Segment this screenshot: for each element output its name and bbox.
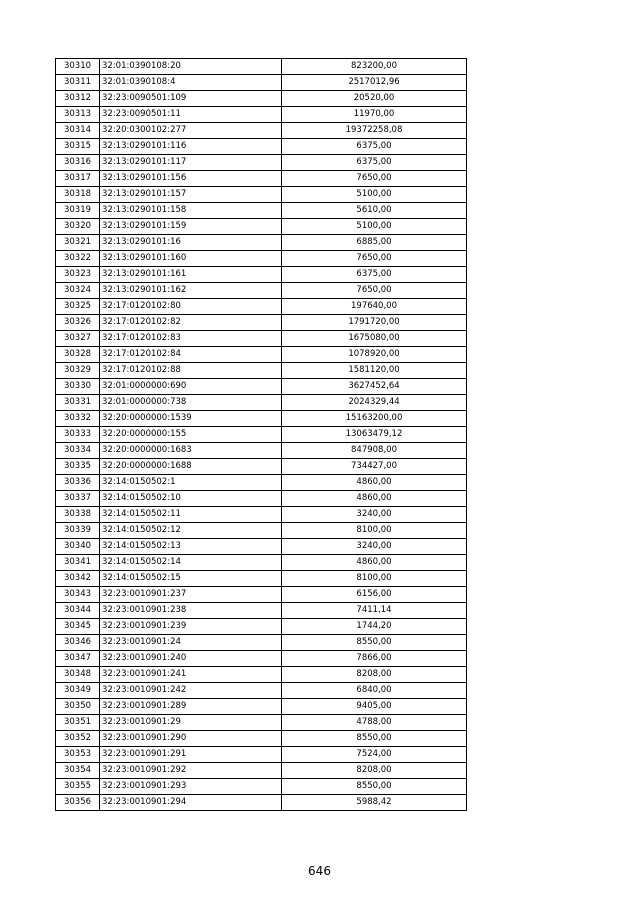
table-row	[56, 715, 467, 731]
row-number-cell: 30338	[56, 507, 100, 523]
cadastral-number-cell: 32:13:0290101:161	[100, 267, 282, 283]
value-cell: 3240,00	[282, 507, 467, 523]
cadastral-number-cell: 32:17:0120102:88	[100, 363, 282, 379]
page-number: 646	[308, 864, 331, 878]
cadastral-number-cell: 32:23:0010901:241	[100, 667, 282, 683]
table-row	[56, 443, 467, 459]
table-row	[56, 251, 467, 267]
value-cell: 5100,00	[282, 187, 467, 203]
cadastral-number-cell: 32:23:0010901:240	[100, 651, 282, 667]
cadastral-number-cell: 32:13:0290101:16	[100, 235, 282, 251]
row-number-cell: 30318	[56, 187, 100, 203]
table-row	[56, 363, 467, 379]
cadastral-number-cell: 32:23:0090501:11	[100, 107, 282, 123]
table-row	[56, 427, 467, 443]
table-row	[56, 763, 467, 779]
value-cell: 13063479,12	[282, 427, 467, 443]
table-body	[56, 59, 467, 811]
table-row	[56, 91, 467, 107]
table-row	[56, 299, 467, 315]
value-cell: 11970,00	[282, 107, 467, 123]
row-number-cell: 30355	[56, 779, 100, 795]
cadastral-number-cell: 32:13:0290101:157	[100, 187, 282, 203]
value-cell: 20520,00	[282, 91, 467, 107]
row-number-cell: 30337	[56, 491, 100, 507]
row-number-cell: 30340	[56, 539, 100, 555]
row-number-cell: 30350	[56, 699, 100, 715]
value-cell: 4860,00	[282, 555, 467, 571]
cadastral-number-cell: 32:23:0010901:24	[100, 635, 282, 651]
table-row	[56, 635, 467, 651]
value-cell: 847908,00	[282, 443, 467, 459]
table-row	[56, 779, 467, 795]
value-cell: 19372258,08	[282, 123, 467, 139]
table-row	[56, 619, 467, 635]
table-row	[56, 699, 467, 715]
cadastral-number-cell: 32:20:0300102:277	[100, 123, 282, 139]
table-row	[56, 219, 467, 235]
cadastral-number-cell: 32:13:0290101:162	[100, 283, 282, 299]
cadastral-number-cell: 32:20:0000000:1683	[100, 443, 282, 459]
value-cell: 7650,00	[282, 283, 467, 299]
row-number-cell: 30321	[56, 235, 100, 251]
cadastral-number-cell: 32:23:0010901:294	[100, 795, 282, 811]
table-row	[56, 267, 467, 283]
value-cell: 1581120,00	[282, 363, 467, 379]
value-cell: 9405,00	[282, 699, 467, 715]
row-number-cell: 30315	[56, 139, 100, 155]
cadastral-number-cell: 32:13:0290101:159	[100, 219, 282, 235]
value-cell: 197640,00	[282, 299, 467, 315]
row-number-cell: 30343	[56, 587, 100, 603]
table-row	[56, 603, 467, 619]
row-number-cell: 30344	[56, 603, 100, 619]
cadastral-number-cell: 32:14:0150502:1	[100, 475, 282, 491]
value-cell: 7650,00	[282, 171, 467, 187]
cadastral-number-cell: 32:01:0390108:4	[100, 75, 282, 91]
row-number-cell: 30317	[56, 171, 100, 187]
table-row	[56, 539, 467, 555]
table-row	[56, 235, 467, 251]
value-cell: 7411,14	[282, 603, 467, 619]
table-row	[56, 171, 467, 187]
value-cell: 8100,00	[282, 571, 467, 587]
value-cell: 2024329,44	[282, 395, 467, 411]
cadastral-number-cell: 32:14:0150502:13	[100, 539, 282, 555]
row-number-cell: 30346	[56, 635, 100, 651]
table-row	[56, 123, 467, 139]
value-cell: 7866,00	[282, 651, 467, 667]
value-cell: 7524,00	[282, 747, 467, 763]
row-number-cell: 30320	[56, 219, 100, 235]
value-cell: 8208,00	[282, 667, 467, 683]
cadastral-number-cell: 32:14:0150502:14	[100, 555, 282, 571]
table-row	[56, 347, 467, 363]
row-number-cell: 30329	[56, 363, 100, 379]
row-number-cell: 30354	[56, 763, 100, 779]
value-cell: 8100,00	[282, 523, 467, 539]
value-cell: 6375,00	[282, 155, 467, 171]
value-cell: 3240,00	[282, 539, 467, 555]
cadastral-number-cell: 32:13:0290101:158	[100, 203, 282, 219]
table-row	[56, 379, 467, 395]
table-row	[56, 795, 467, 811]
cadastral-number-cell: 32:14:0150502:10	[100, 491, 282, 507]
cadastral-number-cell: 32:17:0120102:83	[100, 331, 282, 347]
row-number-cell: 30356	[56, 795, 100, 811]
cadastral-number-cell: 32:23:0090501:109	[100, 91, 282, 107]
cadastral-number-cell: 32:17:0120102:84	[100, 347, 282, 363]
value-cell: 6375,00	[282, 267, 467, 283]
table-row	[56, 411, 467, 427]
cadastral-number-cell: 32:13:0290101:160	[100, 251, 282, 267]
cadastral-number-cell: 32:23:0010901:242	[100, 683, 282, 699]
value-cell: 1078920,00	[282, 347, 467, 363]
cadastral-number-cell: 32:23:0010901:290	[100, 731, 282, 747]
row-number-cell: 30345	[56, 619, 100, 635]
cadastral-number-cell: 32:20:0000000:155	[100, 427, 282, 443]
cadastral-number-cell: 32:23:0010901:293	[100, 779, 282, 795]
table-row	[56, 475, 467, 491]
value-cell: 6885,00	[282, 235, 467, 251]
value-cell: 1744,20	[282, 619, 467, 635]
cadastral-number-cell: 32:13:0290101:156	[100, 171, 282, 187]
value-cell: 5988,42	[282, 795, 467, 811]
cadastral-number-cell: 32:23:0010901:289	[100, 699, 282, 715]
row-number-cell: 30351	[56, 715, 100, 731]
row-number-cell: 30328	[56, 347, 100, 363]
row-number-cell: 30331	[56, 395, 100, 411]
row-number-cell: 30347	[56, 651, 100, 667]
cadastral-number-cell: 32:17:0120102:82	[100, 315, 282, 331]
value-cell: 6840,00	[282, 683, 467, 699]
value-cell: 5100,00	[282, 219, 467, 235]
cadastral-number-cell: 32:23:0010901:239	[100, 619, 282, 635]
row-number-cell: 30332	[56, 411, 100, 427]
row-number-cell: 30353	[56, 747, 100, 763]
value-cell: 6375,00	[282, 139, 467, 155]
value-cell: 2517012,96	[282, 75, 467, 91]
cadastral-number-cell: 32:23:0010901:238	[100, 603, 282, 619]
cadastral-number-cell: 32:01:0000000:690	[100, 379, 282, 395]
value-cell: 15163200,00	[282, 411, 467, 427]
row-number-cell: 30342	[56, 571, 100, 587]
row-number-cell: 30313	[56, 107, 100, 123]
cadastral-number-cell: 32:01:0390108:20	[100, 59, 282, 75]
row-number-cell: 30339	[56, 523, 100, 539]
value-cell: 1791720,00	[282, 315, 467, 331]
row-number-cell: 30310	[56, 59, 100, 75]
row-number-cell: 30324	[56, 283, 100, 299]
value-cell: 8550,00	[282, 635, 467, 651]
cadastral-number-cell: 32:14:0150502:12	[100, 523, 282, 539]
row-number-cell: 30316	[56, 155, 100, 171]
value-cell: 823200,00	[282, 59, 467, 75]
cadastral-number-cell: 32:23:0010901:237	[100, 587, 282, 603]
table-row	[56, 683, 467, 699]
table-row	[56, 187, 467, 203]
cadastral-value-table	[55, 58, 467, 811]
value-cell: 4860,00	[282, 491, 467, 507]
row-number-cell: 30319	[56, 203, 100, 219]
row-number-cell: 30323	[56, 267, 100, 283]
row-number-cell: 30333	[56, 427, 100, 443]
cadastral-number-cell: 32:23:0010901:292	[100, 763, 282, 779]
cadastral-number-cell: 32:13:0290101:117	[100, 155, 282, 171]
cadastral-number-cell: 32:20:0000000:1688	[100, 459, 282, 475]
table-row	[56, 507, 467, 523]
value-cell: 6156,00	[282, 587, 467, 603]
row-number-cell: 30341	[56, 555, 100, 571]
cadastral-number-cell: 32:14:0150502:11	[100, 507, 282, 523]
table-row	[56, 587, 467, 603]
table-row	[56, 667, 467, 683]
table-row	[56, 651, 467, 667]
table-row	[56, 59, 467, 75]
table-row	[56, 491, 467, 507]
row-number-cell: 30334	[56, 443, 100, 459]
row-number-cell: 30327	[56, 331, 100, 347]
value-cell: 3627452,64	[282, 379, 467, 395]
value-cell: 1675080,00	[282, 331, 467, 347]
row-number-cell: 30312	[56, 91, 100, 107]
table-row	[56, 731, 467, 747]
table-row	[56, 555, 467, 571]
table-row	[56, 315, 467, 331]
table-row	[56, 139, 467, 155]
table-row	[56, 395, 467, 411]
table-row	[56, 75, 467, 91]
table-row	[56, 459, 467, 475]
table-row	[56, 571, 467, 587]
value-cell: 4860,00	[282, 475, 467, 491]
row-number-cell: 30336	[56, 475, 100, 491]
table-row	[56, 747, 467, 763]
row-number-cell: 30326	[56, 315, 100, 331]
row-number-cell: 30322	[56, 251, 100, 267]
cadastral-number-cell: 32:23:0010901:291	[100, 747, 282, 763]
row-number-cell: 30348	[56, 667, 100, 683]
row-number-cell: 30349	[56, 683, 100, 699]
value-cell: 7650,00	[282, 251, 467, 267]
table-row	[56, 107, 467, 123]
table-row	[56, 331, 467, 347]
cadastral-number-cell: 32:23:0010901:29	[100, 715, 282, 731]
row-number-cell: 30311	[56, 75, 100, 91]
table-row	[56, 155, 467, 171]
cadastral-number-cell: 32:14:0150502:15	[100, 571, 282, 587]
cadastral-number-cell: 32:20:0000000:1539	[100, 411, 282, 427]
value-cell: 5610,00	[282, 203, 467, 219]
row-number-cell: 30335	[56, 459, 100, 475]
cadastral-number-cell: 32:01:0000000:738	[100, 395, 282, 411]
value-cell: 734427,00	[282, 459, 467, 475]
row-number-cell: 30352	[56, 731, 100, 747]
cadastral-number-cell: 32:13:0290101:116	[100, 139, 282, 155]
row-number-cell: 30314	[56, 123, 100, 139]
value-cell: 8208,00	[282, 763, 467, 779]
row-number-cell: 30330	[56, 379, 100, 395]
value-cell: 8550,00	[282, 731, 467, 747]
value-cell: 4788,00	[282, 715, 467, 731]
table-row	[56, 523, 467, 539]
cadastral-number-cell: 32:17:0120102:80	[100, 299, 282, 315]
table-row	[56, 283, 467, 299]
row-number-cell: 30325	[56, 299, 100, 315]
value-cell: 8550,00	[282, 779, 467, 795]
table-row	[56, 203, 467, 219]
